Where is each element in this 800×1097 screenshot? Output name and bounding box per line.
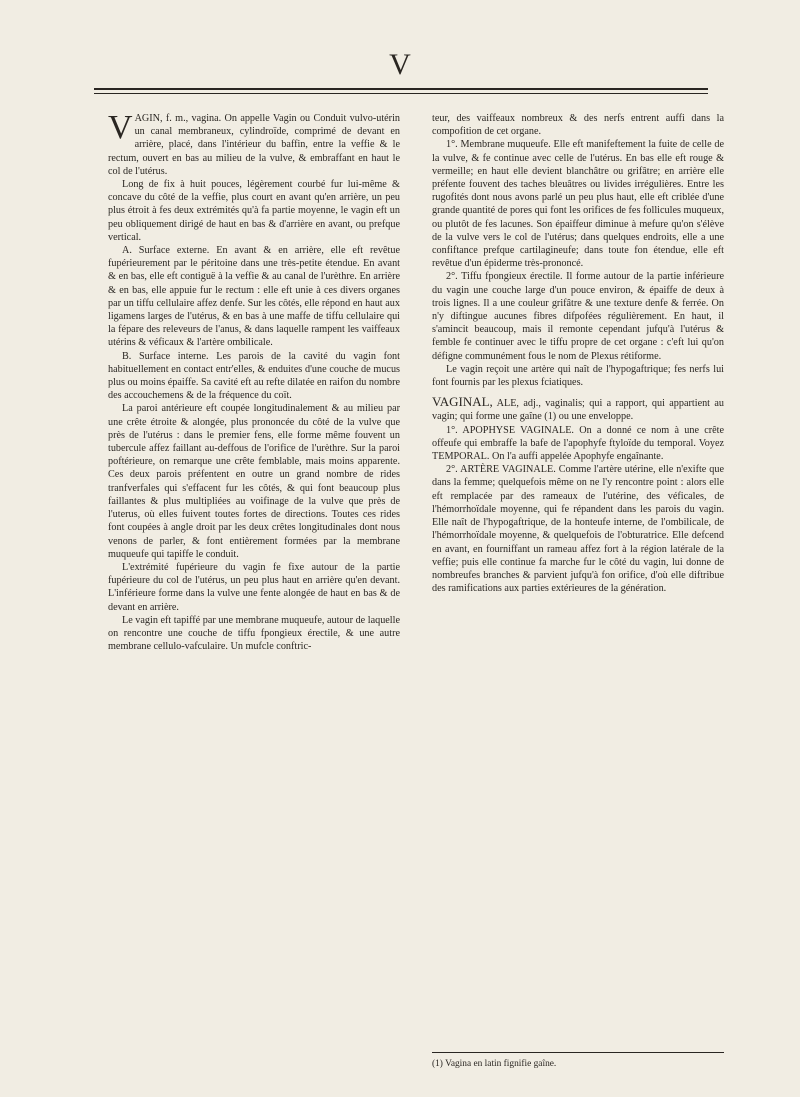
footnote-rule: [432, 1052, 724, 1053]
paragraph-apophyse-vaginale: 1°. APOPHYSE VAGINALE. On a donné ce nom à une crête offeufe qui embraffe la bafe de l'apophyfe ftyloïde du temporal. Voyez TEMPORAL. On l'a auffi appelée Apophyfe engaînante.: [432, 424, 724, 463]
paragraph-artere-nerfs: Le vagin reçoit une artère qui naît de l'hypogaftrique; fes nerfs lui font fournis par les plexus fciatiques.: [432, 363, 724, 389]
paragraph-membrane: Le vagin eft tapiffé par une membrane muqueufe, autour de laquelle on rencontre une couche de tiffu fpongieux érectile, & une autre membrane cellulo-vafculaire. Un mufcle conftric-: [108, 614, 400, 653]
paragraph-surface-externe: A. Surface externe. En avant & en arrière, elle eft revêtue fupérieurement par le péritoine dans une très-petite étendue. En avant & en bas, elle eft contiguë à la veffie & au canal de l'urèthre. En arrière & en bas, elle appuie fur le rectum : elle eft unie à ces divers organes par un tiffu cellulaire affez denfe. Sur les côtés, elle répond en haut aux ligamens larges de l'utérus, & en bas à une maffe de tiffu cellulaire qui la fépare des releveurs de l'anus, & dans laquelle rampent les vaiffeaux utérins & véficaux & l'artère ombilicale.: [108, 245, 400, 349]
left-column: [108, 109, 400, 653]
paragraph-tissu-spongieux: 2°. Tiffu fpongieux érectile. Il forme autour de la partie inférieure du vagin une couche large d'un pouce environ, & épaiffe de deux à trois lignes. Il a une couleur grifâtre & une texture denfe & ferrée. On n'y diftingue aucunes fibres difpofées régulièrement. En haut, il s'amincit beaucoup, mais il remonte cependant jufqu'à l'utérus & femble fe continuer avec le tiffu propre de cet organe : c'eft lui qu'on défigne communément fous le nom de Plexus rétiforme.: [432, 271, 724, 362]
paragraph-dimensions: Long de fix à huit pouces, légèrement courbé fur lui-même & concave du côté de la veffie, plus court en avant qu'en arrière, un peu plus étroit à fes deux extrémités qu'à fa partie moyenne, le vagin eft un peu obliquement dirigé de haut en bas & d'arrière en avant, ou prefque vertical.: [108, 179, 400, 243]
header-rule-thin: [94, 93, 708, 94]
paragraph-paroi-anterieure: La paroi antérieure eft coupée longitudinalement & au milieu par une crête étroite & alongée, plus prononcée du côté de la vulve que près de l'utérus : dans le premier fens, elle forme même fouvent un tubercule affez faillant au-deffous de l'orifice de l'urèthre. Sur la paroi poftérieure, on remarque une crête femblable, mais moins apparente. Ces deux parois préfentent en outre un grand nombre de rides tranfverfales qui s'effacent fur les côtés, & qui font beaucoup plus faillantes & plus multipliées au voifinage de la vulve que près de l'uterus, où elles fuivent toutes fortes de directions. Toutes ces rides font coupées à angle droit par les deux crêtes longitudinales dont nous venons de parler, & font entièrement formées par la membrane muqueufe qui tapiffe le conduit.: [108, 403, 400, 560]
paragraph-surface-interne: B. Surface interne. Les parois de la cavité du vagin font habituellement en contact entr'elles, & enduites d'une couche de mucus plus ou moins épaiffe. Sa cavité eft au refte dilatée en raifon du nombre des accouchemens & de la fréquence du coït.: [108, 350, 400, 402]
entry-vaginal: [432, 395, 724, 423]
paragraph-continuation: teur, des vaiffeaux nombreux & des nerfs entrent auffi dans la compofition de cet organe.: [432, 113, 724, 138]
paragraph-intro: [108, 109, 400, 178]
drop-cap: V: [108, 109, 133, 146]
entry-definition: ALE, adj., vaginalis; qui a rapport, qui appartient au vagin; qui forme une gaîne (1) ou une enveloppe.: [432, 398, 725, 423]
paragraph-membrane-muqueuse: 1°. Membrane muqueufe. Elle eft manifeftement la fuite de celle de la vulve, & fe continue avec celle de l'utérus. En bas elle eft rouge & vermeille; en haut elle devient blanchâtre ou grifâtre; en arrière elle préfente fouvent des taches bleuâtres ou livides irrégulières. Entre les rugofités dont nous avons parlé un peu plus haut, elle eft criblée d'une grande quantité de pores qui font les orifices de fes follicules muqueux, ou plutôt de fes lacunes. Son épaiffeur diminue à mefure qu'on s'élève de la vulve vers le col de l'utérus; dans quelques endroits, elle a une confiftance prefque cartilagineufe; dans toute fon étendue, elle eft revêtue d'un épiderme très-prononcé.: [432, 139, 724, 270]
right-column: [432, 112, 724, 595]
footnote: (1) Vagina en latin fignifie gaîne.: [432, 1059, 557, 1069]
header-rule: [94, 88, 708, 90]
paragraph-artere-vaginale: 2°. ARTÈRE VAGINALE. Comme l'artère utérine, elle n'exifte que dans la femme; quelquefois même on ne l'y rencontre point : alors elle eft remplacée par des rameaux de l'utérine, des véficales, de l'hémorrhoïdale moyenne, qui fe répandent dans les parois du vagin. Elle naît de l'hypogaftrique, de la honteufe interne, de l'ombilicale, de l'hémorrhoïdale moyenne, & quelquefois de l'obturatrice. Elle defcend en avant, en fourniffant un rameau affez fort à la région latérale de la veffie; puis elle continue fa marche fur le côté du vagin, lui donne de nombreufes branches & parvient jufqu'à fon orifice, d'où elle diftribue des ramifications aux parties extérieures de la génération.: [432, 464, 724, 595]
page-header-letter: V: [389, 48, 411, 81]
entry-term: VAGINAL,: [432, 394, 493, 410]
paragraph-extremite: L'extrémité fupérieure du vagin fe fixe autour de la partie fupérieure du col de l'utérus, un peu plus haut en arrière qu'en devant. L'inférieure forme dans la vulve une fente alongée de haut en bas & de devant en arrière.: [108, 561, 400, 613]
paragraph-intro-text: AGIN, f. m., vagina. On appelle Vagin ou Conduit vulvo-utérin un canal membraneux, cylindroïde, comprimé de devant en arrière, placé, dans l'intérieur du baffin, entre la veffie & le rectum, ouvert en bas au milieu de la vulve, & embraffant en haut le col de l'utérus.: [108, 113, 400, 177]
